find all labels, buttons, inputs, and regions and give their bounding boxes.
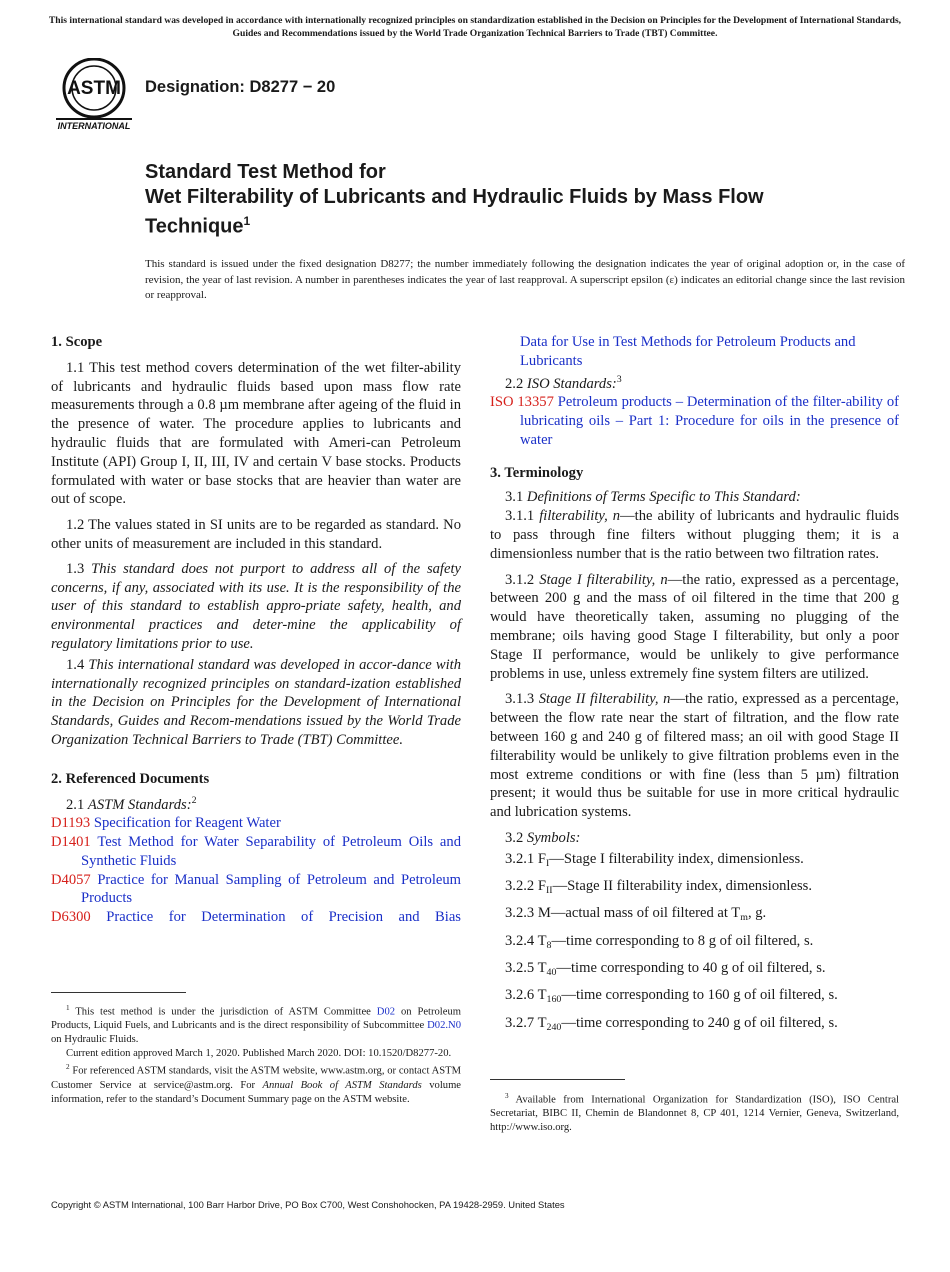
- footnote-2: $^2$ For referenced ASTM standards, visit the ASTM website, www.astm.org, or contact ASTM Customer Service at service@astm.org. For Annual Book of ASTM Standards volume information, refer to the standard’s Document Summary page on the ASTM website.: [51, 1063, 462, 1105]
- footnote-3: $^3$ Available from International Organization for Standardization (ISO), ISO Central Secretariat, BIBC II, Chemin de Blandonnet 8, CP 401, 1214 Vernier, Geneva, Switzerland, http://www.iso.org.: [490, 1092, 899, 1134]
- page-title: [145, 160, 845, 239]
- para-1-4: 1.4 This international standard was developed in accor-dance with internationally recognized principles on standard-ization established in the Decision on Principles for the Development of International Standards, Guides and Recom-mendations issued by the World Trade Organization Technical Barriers to Trade (TBT) Committee.: [51, 656, 462, 748]
- para-1-3: 1.3 This standard does not purport to address all of the safety concerns, if any, associated with its use. It is the responsibility of the user of this standard to establish appro-priate safety, health, and environmental practices and deter-mine the applicability of regulatory limitations prior to use.: [51, 560, 461, 652]
- symbol-item: 3.2.3 M—actual mass of oil filtered at $T_m$, g.: [505, 905, 767, 924]
- title-line-2: Wet Filterability of Lubricants and Hydraulic Fluids by Mass Flow Technique$^1$: [145, 185, 764, 238]
- definitions-label: 3.1 Definitions of Terms Specific to This Standard:: [505, 489, 801, 506]
- iso-standards-label: 2.2 ISO Standards:$^3$: [505, 373, 622, 392]
- left-column: [51, 333, 461, 927]
- footnote-1: $^1$ This test method is under the jurisdiction of ASTM Committee D02 on Petroleum Products, Liquid Fuels, and Lubricants and is the direct responsibility of Subcommittee D02.N0 on Hydraulic Fluids.: [51, 1004, 461, 1046]
- right-column: [490, 333, 899, 1039]
- footnote-rule-left: [51, 992, 186, 993]
- designation: Designation: D8277 − 20: [145, 78, 336, 96]
- para-1-2: 1.2 The values stated in SI units are to be regarded as standard. No other units of measurement are included in this standard.: [51, 517, 461, 552]
- astm-logo: [54, 58, 134, 132]
- title-footnote-mark: 1: [243, 214, 251, 228]
- title-line-1: Standard Test Method for: [145, 161, 386, 183]
- footnote-rule-right: [490, 1079, 625, 1080]
- scope-heading: 1. Scope: [51, 334, 103, 350]
- ref-d4057[interactable]: D4057 Practice for Manual Sampling of Petroleum and Petroleum Products: [51, 871, 461, 907]
- fn-link-d02[interactable]: D02: [376, 1006, 396, 1018]
- def-stage-2: 3.1.3 Stage II filterability, n—the ratio, expressed as a percentage, between the flow rate near the start of filtration, and the flow rate between 160 g and 240 g of filtered mass; an oil with good Stage II filterability would be unlikely to give filtration problems even in the most extreme conditions or with fine (less than 5 µm) filtration present; it would thus be suitable for use in more critical hydraulic and lubrication systems.: [490, 691, 899, 821]
- copyright: Copyright © ASTM International, 100 Barr Harbor Drive, PO Box C700, West Conshohocken, PA 19428-2959. United States: [51, 1199, 565, 1210]
- ref-iso-13357[interactable]: ISO 13357 Petroleum products – Determination of the filter-ability of lubricating oils – Part 1: Procedure for oils in the presence of water: [490, 394, 900, 448]
- symbols-list: [490, 848, 899, 1039]
- para-1-1: 1.1 This test method covers determination of the wet filter-ability of lubricants and hydraulic fluids based upon mass flow rate measurements through a 0.8 µm membrane after ageing of the fluid in the presence of water. The procedure applies to lubricants and hydraulic fluids that are formulated with Ameri-can Petroleum Institute (API) Group I, II, III, IV and certain V base stocks. Products formulated with water or base stocks that are heavier than water are out of scope.: [51, 359, 461, 508]
- def-stage-1: 3.1.2 Stage I filterability, n—the ratio, expressed as a percentage, between 200 g and the mass of oil filtered in the time that 200 g would have theoretically taken, assuming no plugging of the membrane; oils having good Stage I filterability, but only a poor Stage II performance, would be unlikely to give performance problems in use, unless extremely fine system filters are utilized.: [490, 571, 899, 682]
- symbol-item: 3.2.4 $T_8—time$ corresponding to 8 g of oil filtered, s.: [505, 932, 814, 951]
- symbol-item: 3.2.7 $T_{240}—time$ corresponding to 240 g of oil filtered, s.: [505, 1014, 838, 1033]
- wto-notice: This international standard was developed in accordance with internationally recognized principles on standardization established in the Decision on Principles for the Development of International Standards, Guides and Recommendations issued by the World Trade Organization Technical Barriers to Trade (TBT) Committee.: [48, 15, 902, 39]
- ref-d6300[interactable]: D6300 Practice for Determination of Precision and Bias: [51, 909, 461, 926]
- logo-subtext: INTERNATIONAL: [57, 121, 131, 131]
- ref-d6300-continued[interactable]: Data for Use in Test Methods for Petroleum Products and Lubricants: [520, 334, 856, 369]
- ref-d1401[interactable]: D1401 Test Method for Water Separability of Petroleum Oils and Synthetic Fluids: [51, 833, 462, 869]
- fn-link-d02n0[interactable]: D02.N0: [427, 1020, 461, 1032]
- symbols-label: 3.2 Symbols:: [505, 829, 581, 846]
- ref-d1193[interactable]: D1193 Specification for Reagent Water: [51, 815, 281, 832]
- def-filterability: 3.1.1 filterability, n—the ability of lubricants and hydraulic fluids to pass through fine filters without plugging them; it is a dimensionless number that is the ratio between two filtration rates.: [490, 508, 900, 562]
- terminology-heading: 3. Terminology: [490, 464, 584, 481]
- symbol-item: 3.2.5 $T_{40}—time$ corresponding to 40 g of oil filtered, s.: [505, 959, 826, 978]
- referenced-heading: 2. Referenced Documents: [51, 770, 210, 787]
- footnote-1-edition: Current edition approved March 1, 2020. Published March 2020. DOI: 10.1520/D8277-20.: [66, 1048, 452, 1060]
- issued-note: This standard is issued under the fixed designation D8277; the number immediately following the designation indicates the year of original adoption or, in the case of revision, the year of last revision. A number in parentheses indicates the year of last reapproval. A superscript epsilon (ε) indicates an editorial change since the last revision or reapproval.: [145, 258, 905, 302]
- symbol-item: 3.2.2 $F_{II}—Stage$ II filterability index, dimensionless.: [505, 878, 812, 897]
- logo-text: ASTM: [67, 78, 121, 99]
- footnotes-left: [51, 1002, 461, 1106]
- symbol-item: 3.2.6 $T_{160}—time$ corresponding to 160 g of oil filtered, s.: [505, 987, 838, 1006]
- astm-standards-label: 2.1 ASTM Standards:$^2$: [66, 794, 197, 813]
- symbol-item: 3.2.1 $F_I—Stage$ I filterability index, dimensionless.: [505, 850, 804, 869]
